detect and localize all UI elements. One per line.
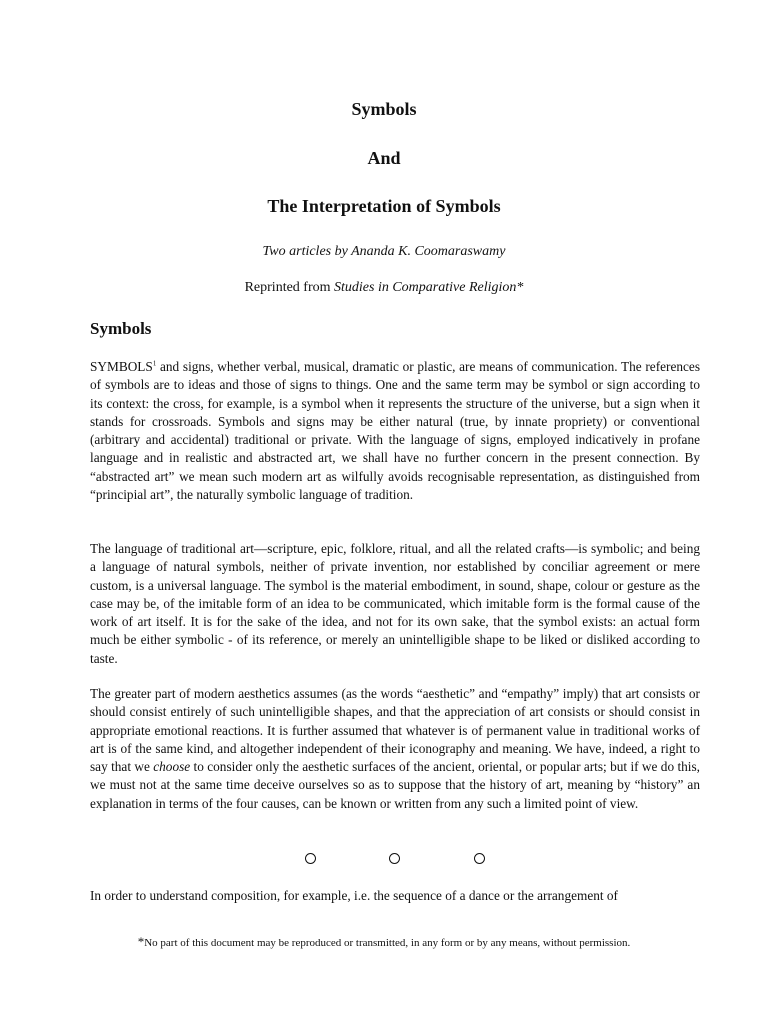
paragraph-3-emphasis: choose <box>153 759 191 775</box>
reprint-prefix: Reprinted from <box>244 280 335 295</box>
reprint-note <box>0 279 768 297</box>
title-line-interpretation: The Interpretation of Symbols <box>267 196 501 216</box>
paragraph-2: The language of traditional art—scripture, epic, folklore, ritual, and all the related crafts—is symbolic; and being a language of natural symbols, neither of private invention, nor established by conciliar agreement or mere custom, is a universal language. The symbol is the material embodiment, in sound, shape, colour or gesture as the case may be, of the imitable form of an idea to be communicated, which imitable form is the formal cause of the work of art itself. It is for the sake of the idea, and not for its own sake, that the symbol exists: an actual form much be either symbolic - of its reference, or merely an unintelligible shape to be liked or disliked according to taste. <box>90 541 700 666</box>
footnote-marker: 1 <box>152 359 157 368</box>
paragraph-3-part2: to consider only the aesthetic surfaces of the ancient, oriental, or popular arts; but if we do this, we must not at the same time deceive ourselves so as to suppose that the history of art, meaning by “history” an explanation in terms of the four causes, can be known or written from any such a limited point of view. <box>90 759 700 811</box>
ring-ornament-icon <box>305 853 316 864</box>
paragraph-3 <box>90 685 700 813</box>
paragraph-1 <box>90 358 700 504</box>
ring-ornament-icon <box>389 853 400 864</box>
section-divider-ornaments <box>0 853 768 867</box>
paragraph-4: In order to understand composition, for example, i.e. the sequence of a dance or the arrangement of <box>90 888 618 903</box>
paragraph-1-body: and signs, whether verbal, musical, dramatic or plastic, are means of communication. The references of symbols are to ideas and those of signs to things. One and the same term may be symbol or sign according to its context: the cross, for example, is a symbol when it represents the structure of the universe, but a sign when it stands for crossroads. Symbols and signs may be either natural (true, by innate propriety) or conventional (arbitrary and accidental) traditional or private. With the language of signs, employed indicatively in profane language and in realistic and abstracted art, we shall have no further concern in the present connection. By “abstracted art” we mean such modern art as wilfully avoids recognisable representation, as distinguished from “principial art”, the naturally symbolic language of tradition. <box>90 359 700 503</box>
paragraph-3-part1: The greater part of modern aesthetics assumes (as the words “aesthetic” and “empathy” imply) that art consists or should consist entirely of such unintelligible shapes, and that the appreciation of art consists or should consist in appropriate emotional reactions. It is further assumed that whatever is of permanent value in traditional works of art is of the same kind, and altogether independent of their iconography and meaning. We have, indeed, a right to say that we <box>90 686 700 775</box>
footer-notice: No part of this document may be reproduced or transmitted, in any form or by any means, without permission. <box>144 937 631 949</box>
byline: Two articles by Ananda K. Coomaraswamy <box>262 244 506 259</box>
reprint-source: Studies in Comparative Religion* <box>334 280 524 295</box>
paragraph-1-lead: SYMBOLS <box>90 359 153 374</box>
ring-ornament-icon <box>474 853 485 864</box>
footer-asterisk: * <box>137 934 145 949</box>
copyright-footer <box>0 935 768 950</box>
section-heading: Symbols <box>90 319 152 338</box>
title-line-symbols: Symbols <box>351 99 417 119</box>
title-line-and: And <box>367 148 401 168</box>
